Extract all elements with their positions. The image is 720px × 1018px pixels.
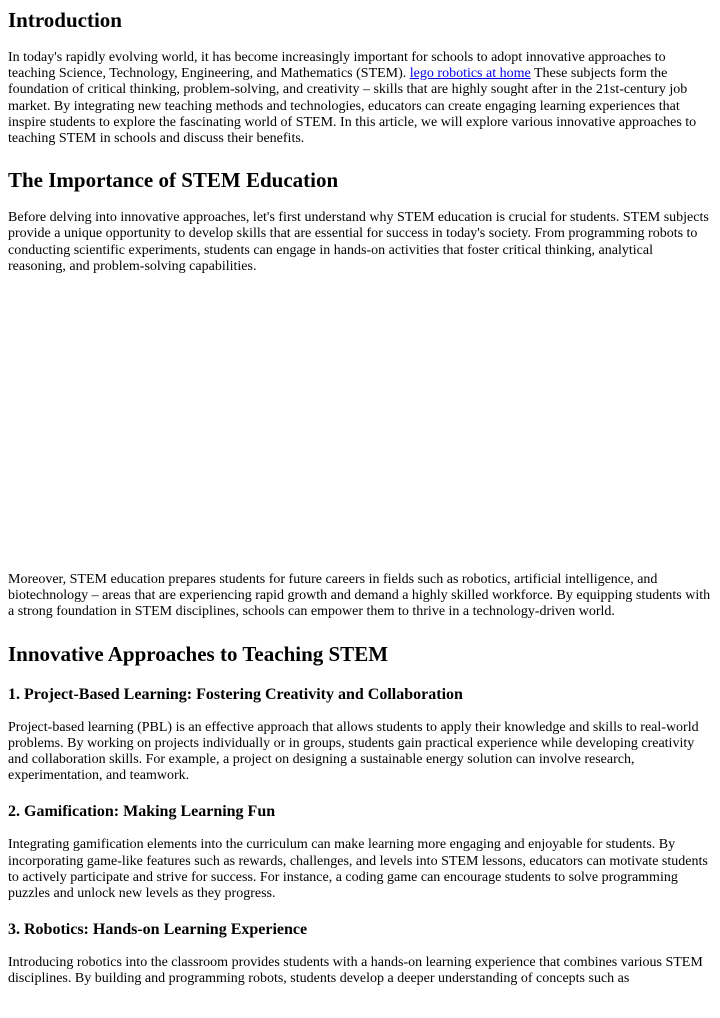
heading-project-based-learning: 1. Project-Based Learning: Fostering Creativity and Collaboration: [8, 685, 463, 703]
pbl-paragraph: Project-based learning (PBL) is an effective approach that allows students to apply their knowledge and skills to real-world problems. By working on projects individually or in groups, students gain practical experience while developing creativity and collaboration skills. For example, a project on designing a sustainable energy solution can involve research, experimentation, and teamwork.: [8, 719, 699, 784]
heading-introduction: Introduction: [8, 8, 122, 32]
heading-importance: The Importance of STEM Education: [8, 168, 339, 193]
importance-paragraph: Before delving into innovative approaches, let's first understand why STEM education is crucial for students. STEM subjects provide a unique opportunity to develop skills that are essential for success in today's society. From programming robots to conducting scientific experiments, students can engage in hands-on activities that foster critical thinking, analytical reasoning, and problem-solving capabilities.: [8, 210, 709, 274]
heading-innovative-approaches: Innovative Approaches to Teaching STEM: [8, 641, 389, 666]
heading-robotics: 3. Robotics: Hands-on Learning Experience: [8, 921, 308, 939]
gamification-paragraph: Integrating gamification elements into the curriculum can make learning more engaging and enjoyable for students. By incorporating game-like features such as rewards, challenges, and levels into STEM lessons, educators can motivate students to actively participate and strive for success. For instance, a coding game can encourage students to solve programming puzzles and unlock new levels as they progress.: [8, 837, 708, 902]
intro-text-after-link: These subjects form the foundation of critical thinking, problem-solving, and creativity – skills that are highly sought after in the 21st-century job market. By integrating new teaching methods and technologies, educators can create engaging learning experiences that inspire students to explore the fascinating world of STEM. In this article, we will explore various innovative approaches to teaching STEM in schools and discuss their benefits.: [8, 66, 697, 147]
blank-image-area: [8, 275, 712, 572]
robotics-paragraph: Introducing robotics into the classroom provides students with a hands-on learning experience that combines various STEM disciplines. By building and programming robots, students develop a deeper understanding of concepts such as: [8, 955, 703, 987]
lego-robotics-link[interactable]: lego robotics at home: [409, 66, 531, 82]
moreover-paragraph: Moreover, STEM education prepares students for future careers in fields such as robotics, artificial intelligence, and biotechnology – areas that are experiencing rapid growth and demand a highly skilled workforce. By equipping students with a strong foundation in STEM disciplines, schools can empower them to thrive in a technology-driven world.: [8, 572, 711, 620]
heading-gamification: 2. Gamification: Making Learning Fun: [8, 803, 276, 821]
intro-paragraph: [8, 50, 712, 147]
intro-text-before-link: In today's rapidly evolving world, it has become increasingly important for schools to adopt innovative approaches to teaching Science, Technology, Engineering, and Mathematics (STEM).: [8, 50, 666, 82]
